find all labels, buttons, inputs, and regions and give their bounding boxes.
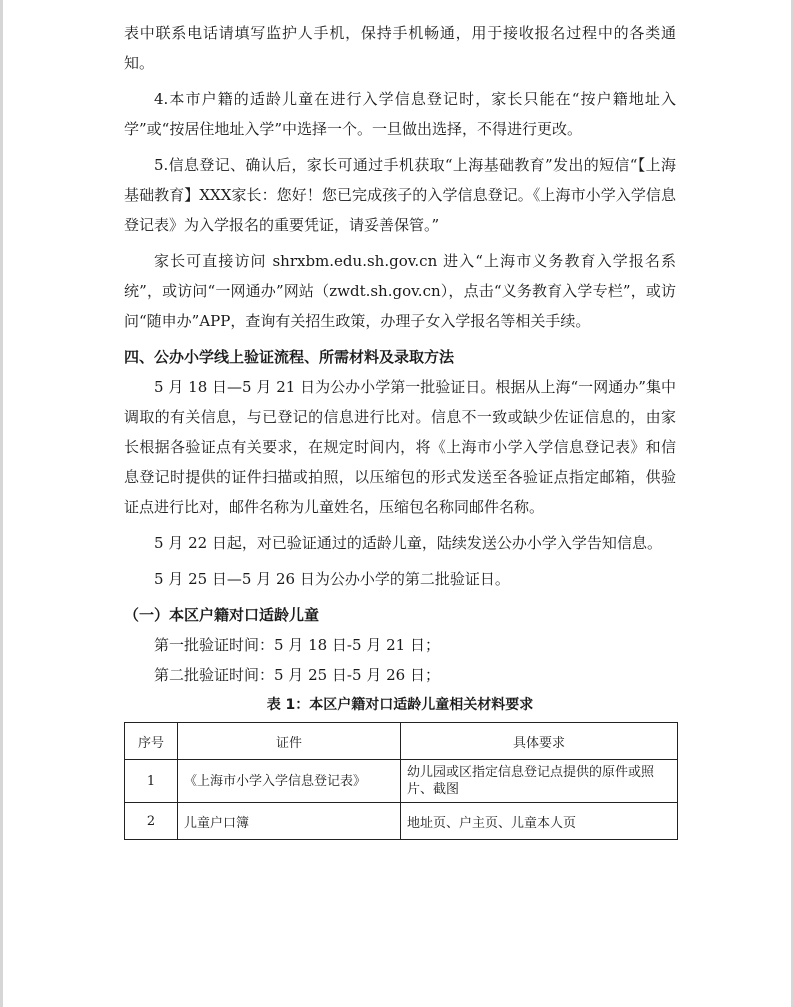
cell-index: 2 — [125, 803, 178, 840]
paragraph-first-verification: 5 月 18 日—5 月 21 日为公办小学第一批验证日。根据从上海“一网通办”集中调取的有关信息，与已登记的信息进行比对。信息不一致或缺少佐证信息的，由家长根据各验证点有关要求，在规定时间内，将《上海市小学入学信息登记表》和信息登记时提供的证件扫描或拍照，以压缩包的形式发送至各验证点指定邮箱，供验证点进行比对，邮件名称为儿童姓名，压缩包名称同邮件名称。 — [124, 378, 676, 516]
subsection-heading-1: （一）本区户籍对口适龄儿童 — [124, 606, 320, 624]
header-requirement: 具体要求 — [401, 723, 678, 760]
first-batch-time: 第一批验证时间：5 月 18 日-5 月 21 日； — [154, 636, 440, 654]
table-row — [125, 760, 678, 803]
table-header-row — [125, 723, 678, 760]
cell-document: 《上海市小学入学信息登记表》 — [178, 760, 401, 803]
table-caption: 表 1：本区户籍对口适龄儿童相关材料要求 — [266, 697, 534, 713]
section-heading-4: 四、公办小学线上验证流程、所需材料及录取方法 — [124, 348, 455, 366]
paragraph-contact-note: 表中联系电话请填写监护人手机，保持手机畅通，用于接收报名过程中的各类通知。 — [124, 24, 676, 72]
cell-index: 1 — [125, 760, 178, 803]
cell-requirement: 地址页、户主页、儿童本人页 — [401, 803, 678, 840]
paragraph-website-access: 家长可直接访问 shrxbm.edu.sh.gov.cn 进入“上海市义务教育入学报名系统”，或访问“一网通办”网站（zwdt.sh.gov.cn），点击“义务教育入学专栏”，或访问“随申办”APP，查询有关招生政策，办理子女入学报名等相关手续。 — [124, 252, 676, 330]
header-index: 序号 — [125, 723, 178, 760]
document-page — [124, 0, 676, 840]
materials-table — [124, 722, 678, 840]
cell-requirement: 幼儿园或区指定信息登记点提供的原件或照片、截图 — [401, 760, 678, 803]
header-document: 证件 — [178, 723, 401, 760]
paragraph-item-5: 5.信息登记、确认后，家长可通过手机获取“上海基础教育”发出的短信“【上海基础教育】XXX家长：您好！您已完成孩子的入学信息登记。《上海市小学入学信息登记表》为入学报名的重要凭证，请妥善保管。” — [124, 156, 676, 234]
paragraph-item-4: 4.本市户籍的适龄儿童在进行入学信息登记时，家长只能在“按户籍地址入学”或“按居住地址入学”中选择一个。一旦做出选择，不得进行更改。 — [124, 90, 676, 138]
paragraph-second-verification: 5 月 25 日—5 月 26 日为公办小学的第二批验证日。 — [154, 570, 510, 588]
second-batch-time: 第二批验证时间：5 月 25 日-5 月 26 日； — [154, 666, 440, 684]
paragraph-notification: 5 月 22 日起，对已验证通过的适龄儿童，陆续发送公办小学入学告知信息。 — [154, 534, 662, 552]
cell-document: 儿童户口簿 — [178, 803, 401, 840]
table-row — [125, 803, 678, 840]
